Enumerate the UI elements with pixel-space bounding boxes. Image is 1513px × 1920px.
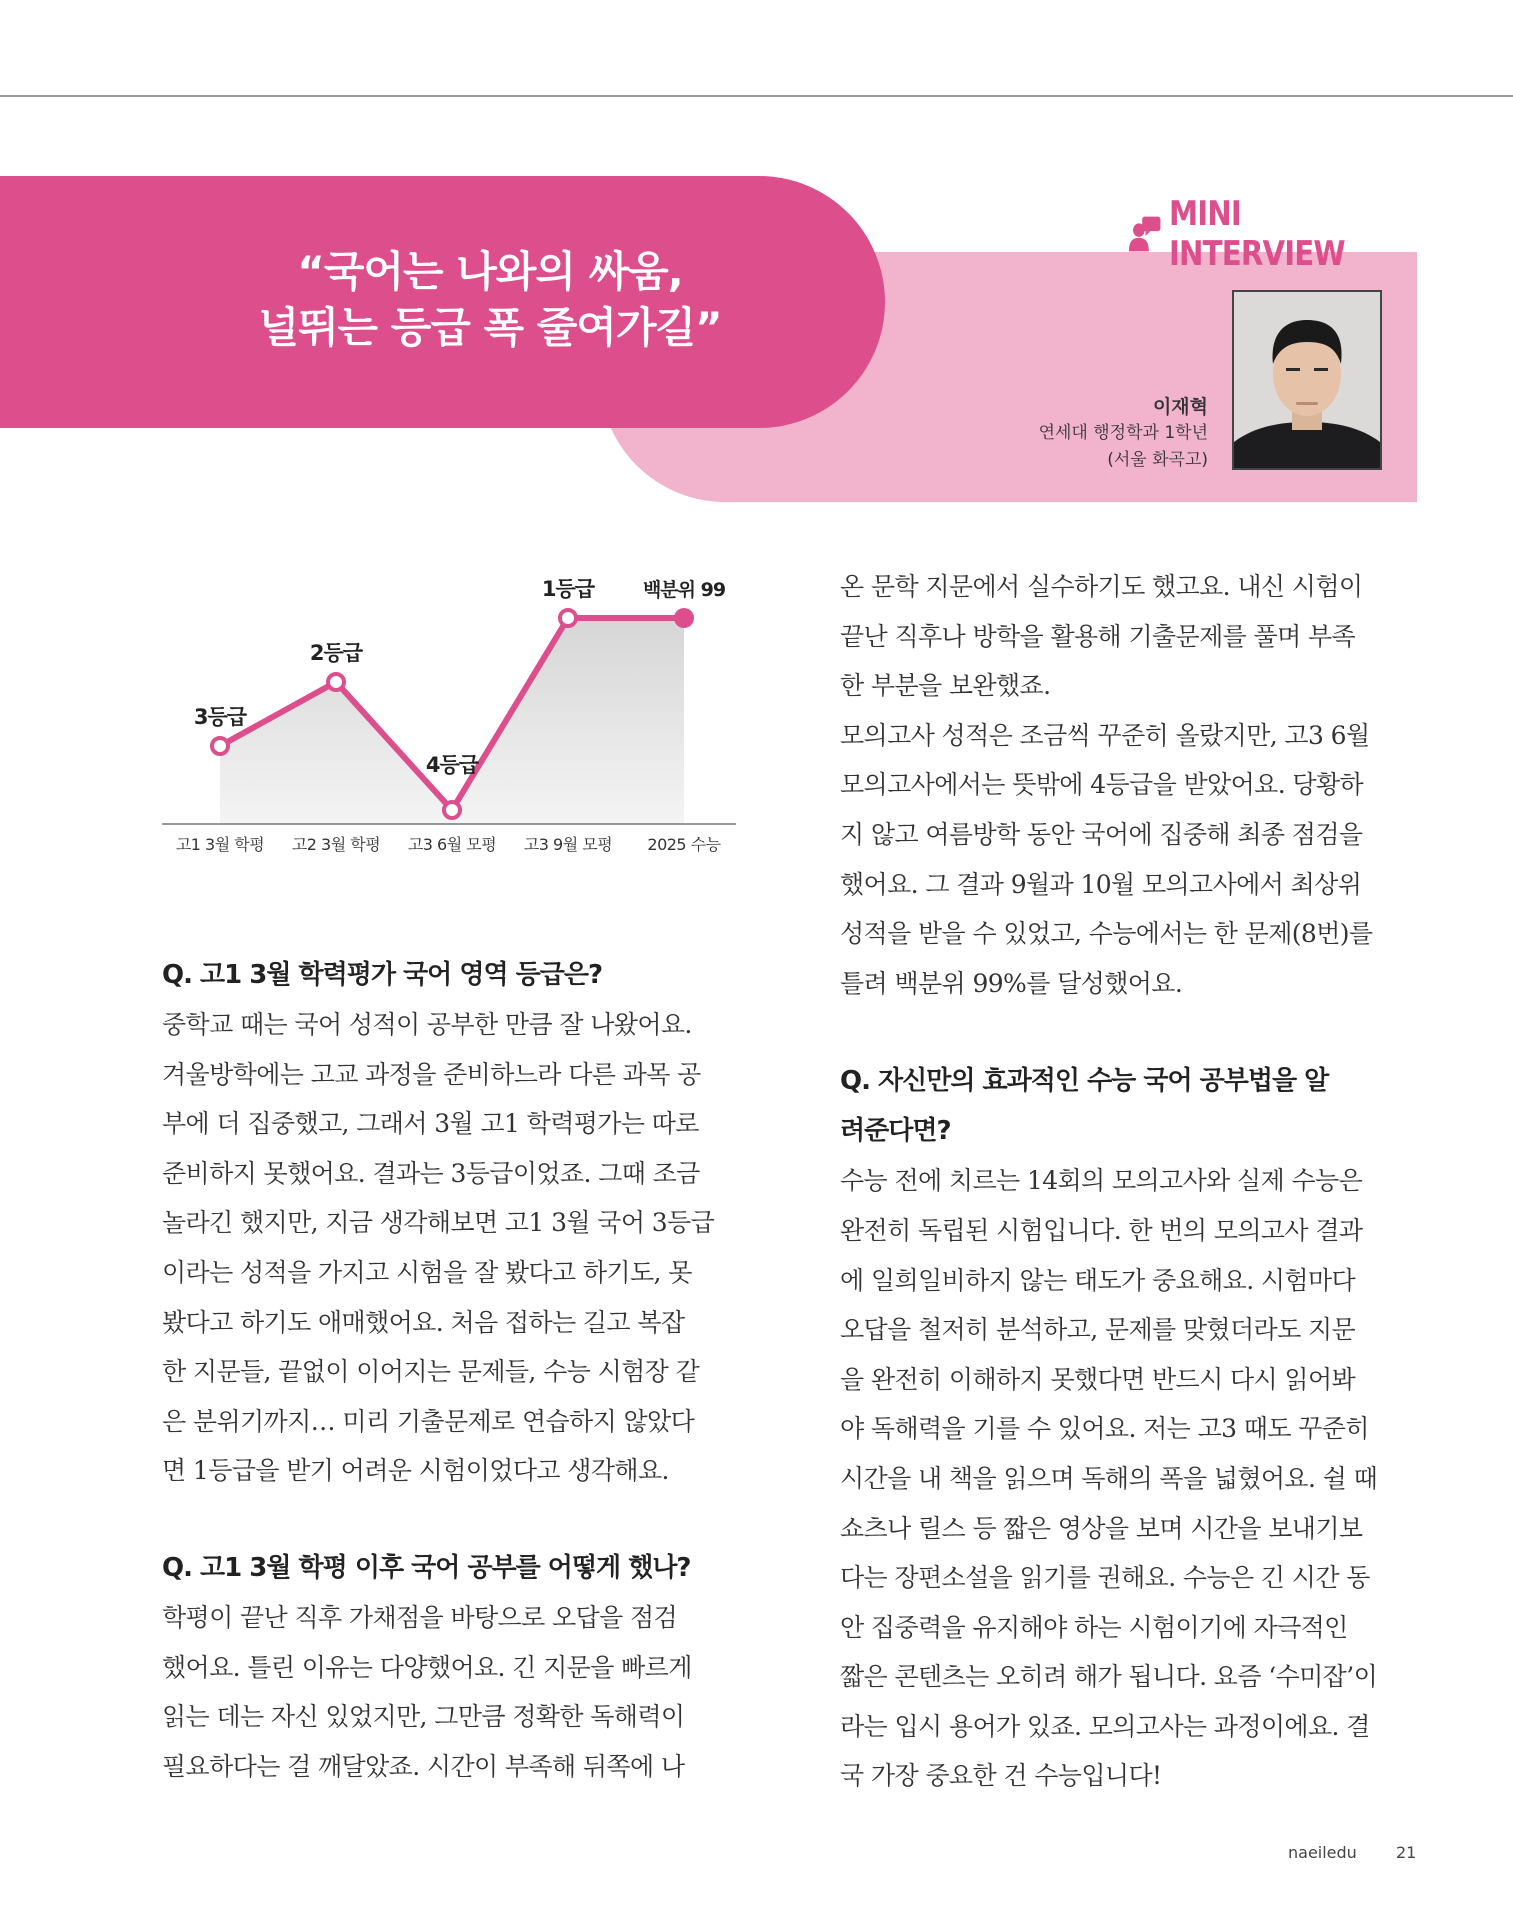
grade-line-chart [150, 560, 750, 860]
interviewee-name: 이재혁 [1152, 396, 1208, 418]
left-column [162, 950, 752, 1791]
x-tick-label: 고3 6월 모평 [407, 835, 497, 854]
answer-3-line: 시간을 내 책을 읽으며 독해의 폭을 넓혔어요. 쉴 때 [840, 1463, 1378, 1493]
question-2: Q. 고1 3월 학평 이후 국어 공부를 어떻게 했나? [162, 1552, 691, 1583]
answer-1-line: 부에 더 집중했고, 그래서 3월 고1 학력평가는 따로 [162, 1109, 699, 1139]
interviewee-affiliation [980, 420, 1208, 474]
affiliation-text: 연세대 행정학과 1학년 [1038, 423, 1208, 443]
answer-2-line: 했어요. 틀린 이유는 다양했어요. 긴 지문을 빠르게 [162, 1652, 692, 1682]
answer-3-line: 다는 장편소설을 읽기를 권해요. 수능은 긴 시간 동 [840, 1563, 1370, 1593]
chart-area-fill [220, 618, 684, 824]
answer-2-continued [840, 562, 1430, 1008]
data-point [560, 610, 576, 626]
answer-3-line: 수능 전에 치르는 14회의 모의고사와 실제 수능은 [840, 1166, 1363, 1196]
answer-1-line: 한 지문들, 끝없이 이어지는 문제들, 수능 시험장 같 [162, 1357, 700, 1387]
headline-line-1: “국어는 나와의 싸움, [297, 247, 683, 296]
answer-3-line: 국 가장 중요한 건 수능입니다! [840, 1761, 1162, 1791]
answer-3-line: 쇼츠나 릴스 등 짧은 영상을 보며 시간을 보내기보 [840, 1513, 1363, 1543]
point-label: 2등급 [309, 641, 363, 665]
question-3-line-2: 려준다면? [840, 1116, 951, 1147]
data-point [444, 802, 460, 818]
point-label: 1등급 [541, 577, 595, 601]
headline-line-2: 널뛰는 등급 폭 줄여가길” [258, 303, 722, 352]
headline [170, 244, 810, 356]
answer-1-line: 중학교 때는 국어 성적이 공부한 만큼 잘 나왔어요. [162, 1010, 692, 1039]
section-label [1129, 194, 1417, 274]
answer-2-continued-line: 성적을 받을 수 있었고, 수능에서는 한 문제(8번)를 [840, 919, 1373, 949]
answer-2-continued-line: 틀려 백분위 99%를 달성했어요. [840, 968, 1183, 998]
school-text: (서울 화곡고) [1107, 450, 1208, 470]
answer-3-line: 에 일희일비하지 않는 태도가 중요해요. 시험마다 [840, 1265, 1356, 1295]
answer-1-line: 겨울방학에는 고교 과정을 준비하느라 다른 과목 공 [162, 1059, 701, 1089]
interview-icon [1129, 216, 1162, 252]
data-point [674, 608, 694, 628]
page-number: 21 [1396, 1843, 1417, 1862]
point-label: 백분위 99 [642, 579, 726, 601]
answer-3-line: 완전히 독립된 시험입니다. 한 번의 모의고사 결과 [840, 1215, 1363, 1245]
answer-2-continued-line: 한 부분을 보완했죠. [840, 671, 1051, 701]
footer-brand: naeiledu [1288, 1843, 1357, 1862]
question-1: Q. 고1 3월 학력평가 국어 영역 등급은? [162, 960, 603, 990]
x-tick-label: 고1 3월 학평 [175, 835, 265, 854]
answer-2-continued-line: 지 않고 여름방학 동안 국어에 집중해 최종 점검을 [840, 819, 1363, 849]
answer-3-line: 야 독해력을 기를 수 있어요. 저는 고3 때도 꾸준히 [840, 1414, 1369, 1444]
answer-2-continued-line: 했어요. 그 결과 9월과 10월 모의고사에서 최상위 [840, 869, 1362, 899]
answer-2-line: 읽는 데는 자신 있었지만, 그만큼 정확한 독해력이 [162, 1702, 685, 1732]
answer-2-continued-line: 온 문학 지문에서 실수하기도 했고요. 내신 시험이 [840, 572, 1363, 601]
answer-2-line: 필요하다는 걸 깨달았죠. 시간이 부족해 뒤쪽에 나 [162, 1751, 685, 1781]
answer-1-line: 면 1등급을 받기 어려운 시험이었다고 생각해요. [162, 1456, 669, 1486]
data-point [212, 738, 228, 754]
portrait-photo [1232, 290, 1382, 470]
answer-3-line: 을 완전히 이해하지 못했다면 반드시 다시 읽어봐 [840, 1364, 1356, 1394]
x-tick-label: 2025 수능 [647, 835, 721, 854]
answer-2-continued-line: 끝난 직후나 방학을 활용해 기출문제를 풀며 부족 [840, 621, 1356, 651]
x-tick-label: 고3 9월 모평 [523, 835, 613, 854]
answer-2-line: 학평이 끝난 직후 가채점을 바탕으로 오답을 점검 [162, 1602, 678, 1632]
answer-1-line: 은 분위기까지… 미리 기출문제로 연습하지 않았다 [162, 1406, 695, 1436]
answer-1-line: 놀라긴 했지만, 지금 생각해보면 고1 3월 국어 3등급 [162, 1208, 715, 1238]
section-label-text: MINI INTERVIEW [1168, 194, 1345, 274]
point-label: 4등급 [425, 753, 479, 777]
data-point [328, 674, 344, 690]
answer-1-line: 봤다고 하기도 애매했어요. 처음 접하는 길고 복잡 [162, 1307, 685, 1337]
top-rule [0, 95, 1513, 97]
answer-3-line: 오답을 철저히 분석하고, 문제를 맞혔더라도 지문 [840, 1315, 1356, 1345]
question-3-line-1: Q. 자신만의 효과적인 수능 국어 공부법을 알 [840, 1066, 1329, 1097]
answer-2-continued-line: 모의고사 성적은 조금씩 꾸준히 올랐지만, 고3 6월 [840, 720, 1370, 750]
answer-1-line: 이라는 성적을 가지고 시험을 잘 봤다고 하기도, 못 [162, 1257, 692, 1287]
answer-3 [840, 1156, 1430, 1801]
answer-1 [162, 1000, 752, 1496]
portrait-illustration [1234, 292, 1380, 468]
answer-2 [162, 1593, 752, 1791]
answer-3-line: 라는 입시 용어가 있죠. 모의고사는 과정이에요. 결 [840, 1711, 1370, 1741]
answer-2-continued-line: 모의고사에서는 뜻밖에 4등급을 받았어요. 당황하 [840, 770, 1364, 800]
point-label: 3등급 [193, 705, 247, 729]
answer-3-line: 짧은 콘텐츠는 오히려 해가 됩니다. 요즘 ‘수미잡’이 [840, 1662, 1378, 1692]
answer-3-line: 안 집중력을 유지해야 하는 시험이기에 자극적인 [840, 1612, 1348, 1642]
answer-1-line: 준비하지 못했어요. 결과는 3등급이었죠. 그때 조금 [162, 1158, 700, 1188]
right-column [840, 562, 1430, 1801]
x-tick-label: 고2 3월 학평 [291, 835, 381, 854]
